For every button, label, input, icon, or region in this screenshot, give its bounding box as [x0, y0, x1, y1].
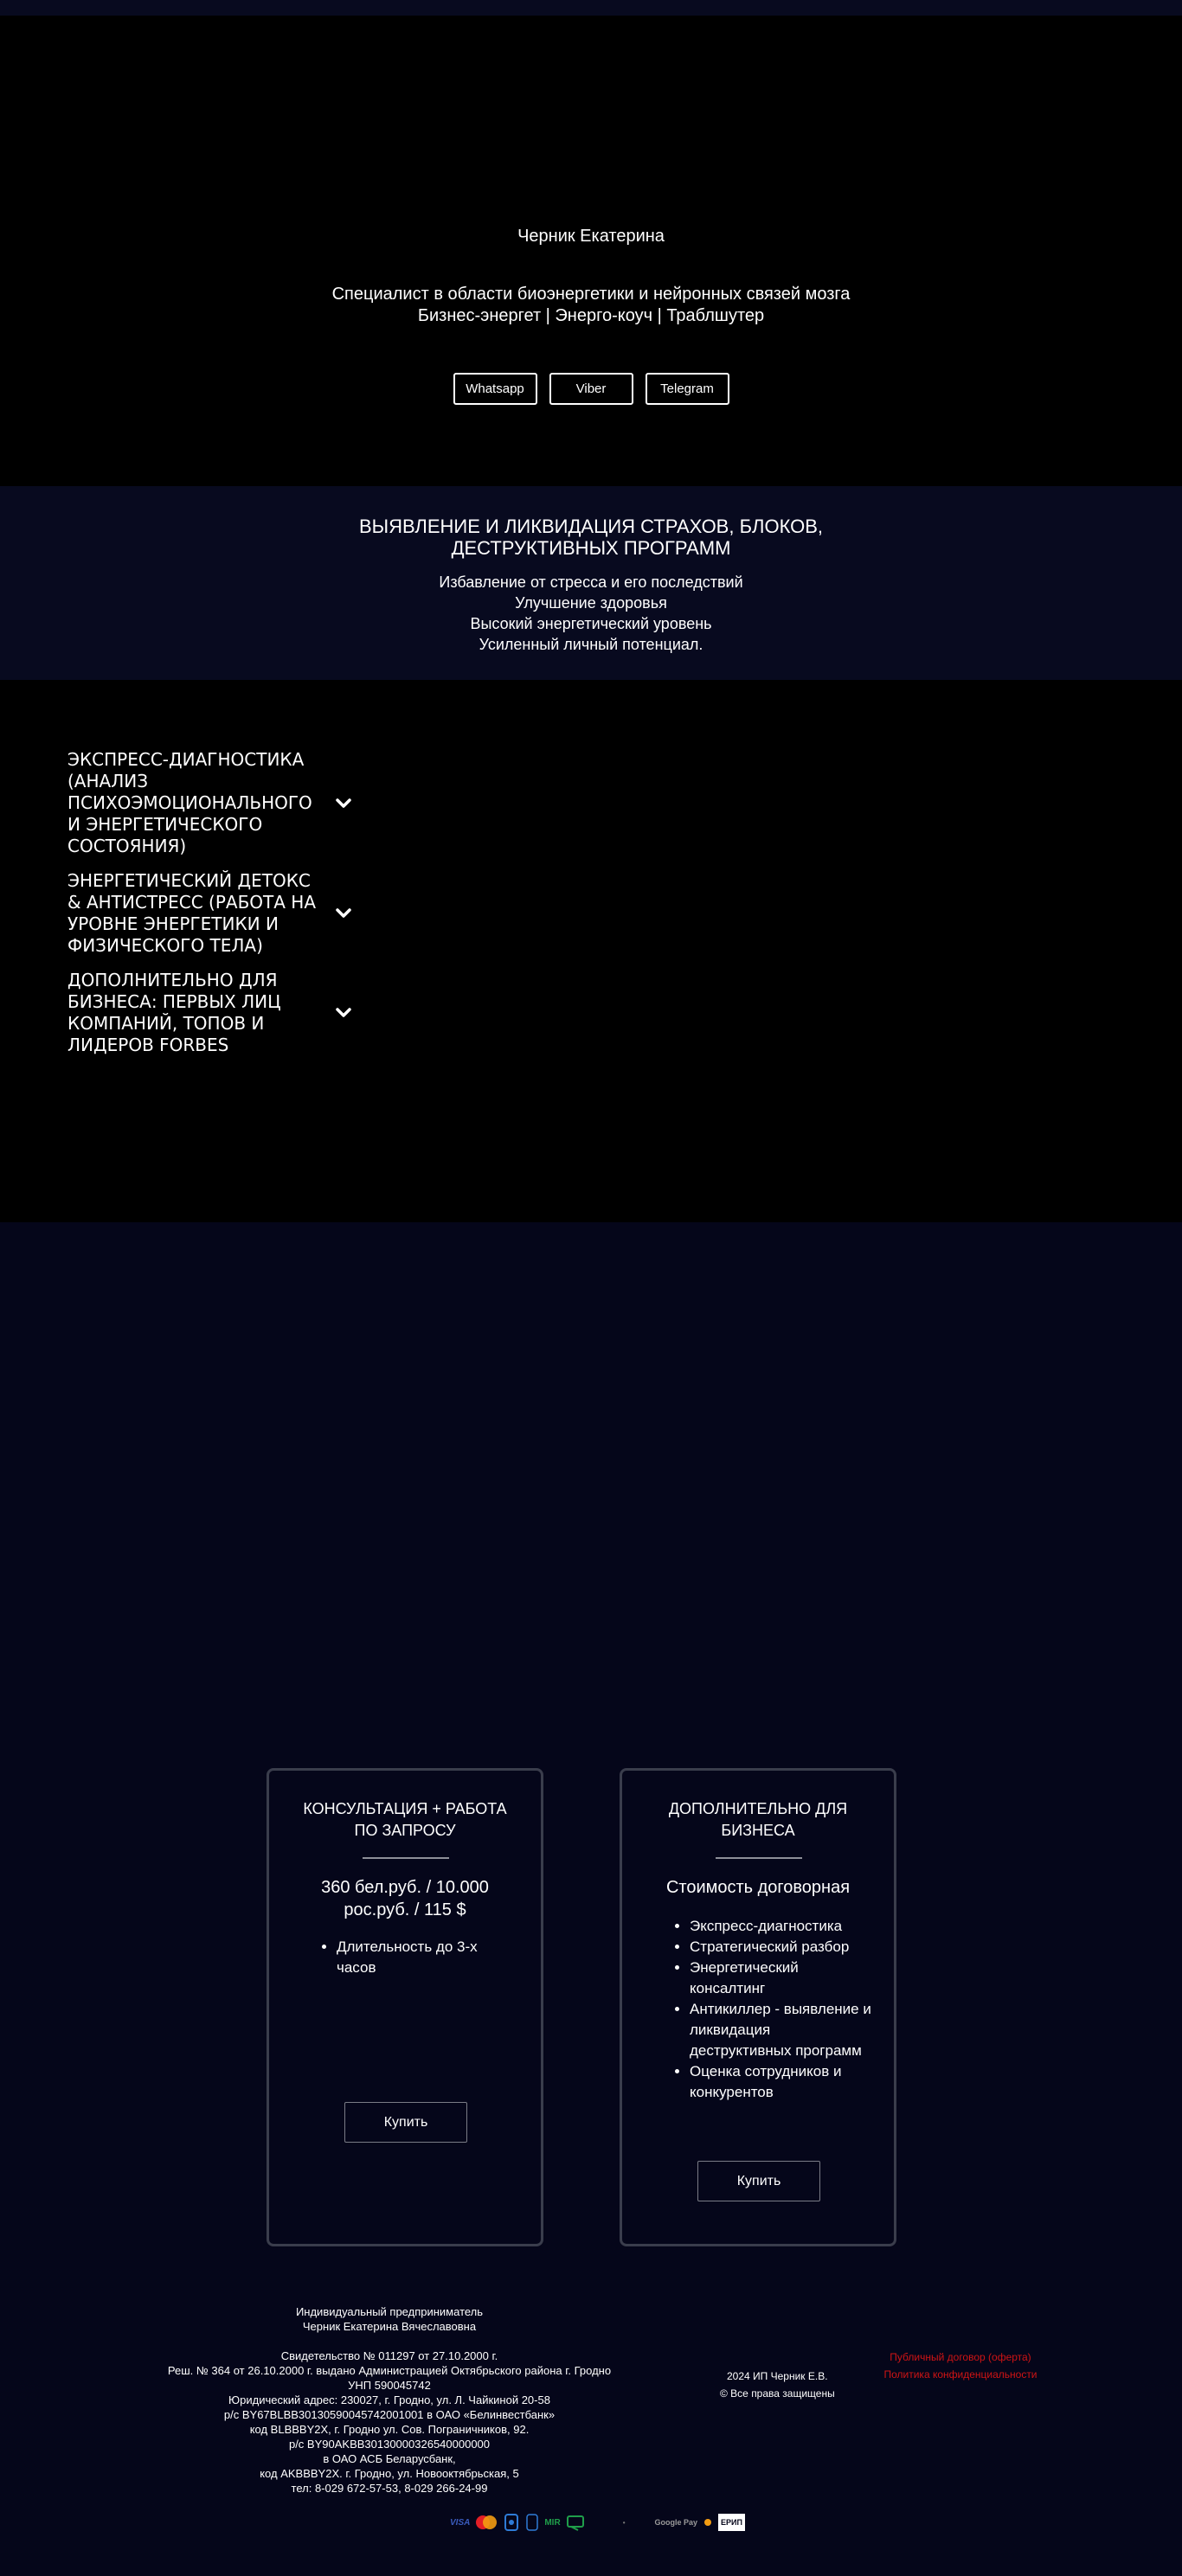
card-feature: • Длительность до 3-х часов [337, 1937, 510, 1978]
gpay-logo: Google Pay [654, 2518, 698, 2527]
card-feature: • Оценка сотрудников и конкурентов [690, 2061, 871, 2103]
viber-button[interactable]: Viber [549, 373, 633, 405]
card-feature: • Энергетический консалтинг [690, 1958, 871, 1999]
footer-links [839, 2349, 1082, 2383]
erip-logo: ЕРИП [718, 2514, 745, 2531]
footer-line: Черник Екатерина Вячеславовна [302, 2320, 477, 2333]
visa-logo: VISA [450, 2517, 471, 2528]
payment-methods [450, 2514, 745, 2531]
benefit-item: Улучшение здоровья [515, 594, 667, 612]
telegram-button[interactable]: Telegram [646, 373, 729, 405]
copyright-line: 2024 ИП Черник Е.В. [727, 2370, 828, 2382]
chevron-down-icon[interactable] [334, 904, 353, 923]
google-pay-logo [631, 2514, 650, 2531]
footer-line: Свидетельство № 011297 от 27.10.2000 г. [280, 2349, 498, 2362]
chevron-down-icon[interactable] [334, 1003, 353, 1022]
footer-copyright [720, 2368, 858, 2402]
chevron-down-icon[interactable] [334, 794, 353, 813]
footer-line: код BLBBBY2X, г. Гродно ул. Сов. Пограничников, 92. [249, 2423, 530, 2436]
apple-pay-logo [592, 2514, 618, 2531]
card-title: КОНСУЛЬТАЦИЯ + РАБОТА ПО ЗАПРОСУ [303, 1800, 507, 1839]
card-divider [716, 1857, 802, 1859]
footer-line: Индивидуальный предприниматель [295, 2305, 484, 2318]
mastercard-logo [475, 2514, 498, 2531]
services-accordion [0, 680, 1182, 1222]
card-title: ДОПОЛНИТЕЛЬНО ДЛЯ БИЗНЕСА [668, 1800, 848, 1839]
card-price: Стоимость договорная [665, 1878, 851, 1897]
pricing-card-business [620, 1768, 896, 2246]
card-price: 360 бел.руб. / 10.000 рос.руб. / 115 $ [321, 1878, 489, 1919]
yandex-logo [566, 2514, 587, 2531]
benefits-title-line2: ДЕСТРУКТИВНЫХ ПРОГРАММ [451, 537, 731, 559]
benefit-item: Усиленный личный потенциал. [479, 636, 703, 653]
card-feature: • Антикиллер - выявление и ликвидация деструктивных программ [690, 1999, 871, 2061]
samsung-pay-logo: • [622, 2518, 626, 2527]
top-strip [0, 0, 1182, 16]
footer-line: тел: 8-029 672-57-53, 8-029 266-24-99 [291, 2482, 488, 2495]
buy-button[interactable]: Купить [697, 2161, 820, 2201]
hero-name: Черник Екатерина [517, 227, 665, 246]
messenger-buttons [0, 373, 1182, 405]
public-offer-link[interactable]: Публичный договор (оферта) [890, 2351, 1031, 2363]
footer-line: Юридический адрес: 230027, г. Гродно, ул. Л. Чайкиной 20-58 [228, 2393, 550, 2406]
footer-line: Реш. № 364 от 26.10.2000 г. выдано Администрацией Октябрьского района г. Гродно [167, 2364, 612, 2377]
accordion-item-title: ДОПОЛНИТЕЛЬНО ДЛЯ БИЗНЕСА: ПЕРВЫХ ЛИЦ КОМПАНИЙ, ТОПОВ И ЛИДЕРОВ FORBES [67, 970, 281, 1055]
hero-subtitle-line1: Специалист в области биоэнергетики и нейронных связей мозга [331, 285, 851, 304]
benefits-band [0, 486, 1182, 680]
footer-legal-info [130, 2304, 649, 2496]
footer-line: в ОАО АСБ Беларусбанк, [323, 2452, 456, 2465]
footer-line: УНП 590045742 [348, 2379, 431, 2392]
mir-logo: MIR [544, 2517, 561, 2528]
pricing-card-consultation [267, 1768, 543, 2246]
accordion-item-title: ЭНЕРГЕТИЧЕСКИЙ ДЕТОКС & АНТИСТРЕСС (РАБОТА НА УРОВНЕ ЭНЕРГЕТИКИ И ФИЗИЧЕСКОГО ТЕЛА) [67, 870, 317, 956]
accordion-item-business[interactable] [67, 970, 370, 1056]
benefit-item: Высокий энергетический уровень [470, 615, 712, 632]
hero-subtitle [0, 284, 1182, 327]
buy-button[interactable]: Купить [344, 2102, 467, 2143]
card-features [671, 1916, 871, 2103]
footer-line: р/с BY67BLBB30130590045742001001 в ОАО «Белинвестбанк» [223, 2408, 556, 2421]
accordion-item-express-diagnostics[interactable] [67, 749, 370, 857]
accordion-item-title: ЭКСПРЕСС-ДИАГНОСТИКА (АНАЛИЗ ПСИХОЭМОЦИОНАЛЬНОГО И ЭНЕРГЕТИЧЕСКОГО СОСТОЯНИЯ) [67, 749, 312, 856]
card-features [318, 1937, 510, 1978]
pay-dot-icon [703, 2514, 713, 2531]
hero-section [0, 16, 1182, 486]
belkart-logo-2 [525, 2514, 539, 2531]
hero-subtitle-line2: Бизнес-энергет | Энерго-коуч | Траблшутер [417, 306, 765, 325]
privacy-policy-link[interactable]: Политика конфиденциальности [883, 2368, 1037, 2381]
whatsapp-button[interactable]: Whatsapp [453, 373, 537, 405]
card-divider [363, 1857, 449, 1859]
accordion-item-energy-detox[interactable] [67, 870, 370, 957]
card-feature: • Стратегический разбор [690, 1937, 871, 1958]
benefits-title-line1: ВЫЯВЛЕНИЕ И ЛИКВИДАЦИЯ СТРАХОВ, БЛОКОВ, [358, 516, 824, 537]
footer-line: р/с BY90AKBB30130000326540000000 [288, 2438, 491, 2451]
card-feature: • Экспресс-диагностика [690, 1916, 871, 1937]
copyright-line: © Все права защищены [720, 2387, 835, 2400]
footer-line: код AKBBBY2X. г. Гродно, ул. Новооктябрьская, 5 [260, 2467, 519, 2480]
benefit-item: Избавление от стресса и его последствий [439, 574, 743, 591]
benefits-title [0, 516, 1182, 559]
benefits-list [0, 572, 1182, 655]
belkart-logo [503, 2514, 520, 2531]
